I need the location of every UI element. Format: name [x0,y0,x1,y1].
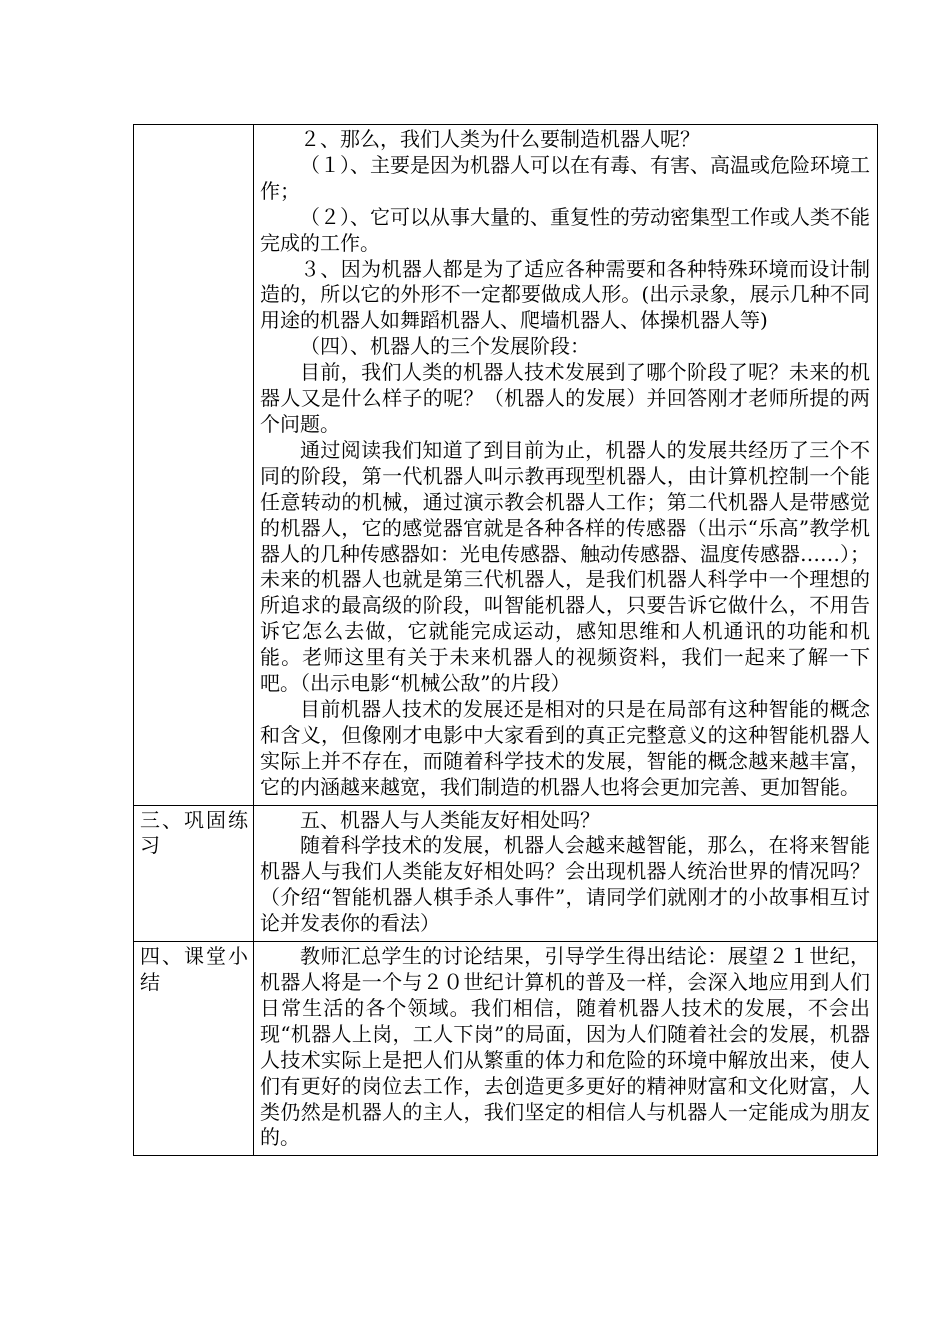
paragraph: 教师汇总学生的讨论结果，引导学生得出结论：展望２１世纪，机器人将是一个与２０世纪计算机的普及一样，会深入地应用到人们日常生活的各个领域。我们相信，随着机器人技术的发展，不会出现“机器人上岗，工人下岗”的局面，因为人们随着社会的发展，机器人技术实际上是把人们从繁重的体力和危险的环境中解放出来，使人们有更好的岗位去工作，去创造更多更好的精神财富和文化财富，人类仍然是机器人的主人，我们坚定的相信人与机器人一定能成为朋友的。 [260,944,870,1150]
table-row [134,805,878,942]
section-heading: 五、机器人与人类能友好相处吗？ [300,807,600,832]
paragraph: ２、那么，我们人类为什么要制造机器人呢？ [300,127,700,151]
paragraph: （２）、它可以从事大量的、重复性的劳动密集型工作或人类不能完成的工作。 [260,204,870,255]
row-label: 三、巩固练习 [134,805,254,942]
section-heading: （四）、机器人的三个发展阶段： [300,334,590,359]
paragraph: 随着科学技术的发展，机器人会越来越智能，那么，在将来智能机器人与我们人类能友好相处吗？会出现机器人统治世界的情况吗？（介绍“智能机器人棋手杀人事件”，请同学们就刚才的小故事相互讨论并发表你的看法） [260,833,870,936]
table-row [134,942,878,1156]
paragraph: （１）、主要是因为机器人可以在有毒、有害、高温或危险环境工作； [260,152,870,203]
paragraph: 目前，我们人类的机器人技术发展到了哪个阶段了呢？未来的机器人又是什么样子的呢？（机器人的发展）并回答刚才老师所提的两个问题。 [260,360,870,436]
row-label [134,125,254,806]
row-content [254,125,878,806]
table-row [134,125,878,806]
row-label: 四、课堂小结 [134,942,254,1156]
paragraph: 目前机器人技术的发展还是相对的只是在局部有这种智能的概念和含义，但像刚才电影中大家看到的真正完整意义的这种智能机器人实际上并不存在，而随着科学技术的发展，智能的概念越来越丰富，它的内涵越来越宽，我们制造的机器人也将会更加完善、更加智能。 [260,696,870,799]
row-content [254,942,878,1156]
row-content [254,805,878,942]
paragraph: ３、因为机器人都是为了适应各种需要和各种特殊环境而设计制造的，所以它的外形不一定都要做成人形。(出示录象，展示几种不同用途的机器人如舞蹈机器人、爬墙机器人、体操机器人等) [260,256,870,333]
paragraph: 通过阅读我们知道了到目前为止，机器人的发展共经历了三个不同的阶段，第一代机器人叫示教再现型机器人，由计算机控制一个能任意转动的机械，通过演示教会机器人工作；第二代机器人是带感觉的机器人，它的感觉器官就是各种各样的传感器（出示“乐高”教学机器人的几种传感器如：光电传感器、触动传感器、温度传感器……）；未来的机器人也就是第三代机器人，是我们机器人科学中一个理想的所追求的最高级的阶段，叫智能机器人，只要告诉它做什么，不用告诉它怎么去做，它就能完成运动，感知思维和人机通讯的功能和机能。老师这里有关于未来机器人的视频资料，我们一起来了解一下吧。（出示电影“机械公敌”的片段） [260,437,870,696]
lesson-plan-table [133,124,878,1156]
